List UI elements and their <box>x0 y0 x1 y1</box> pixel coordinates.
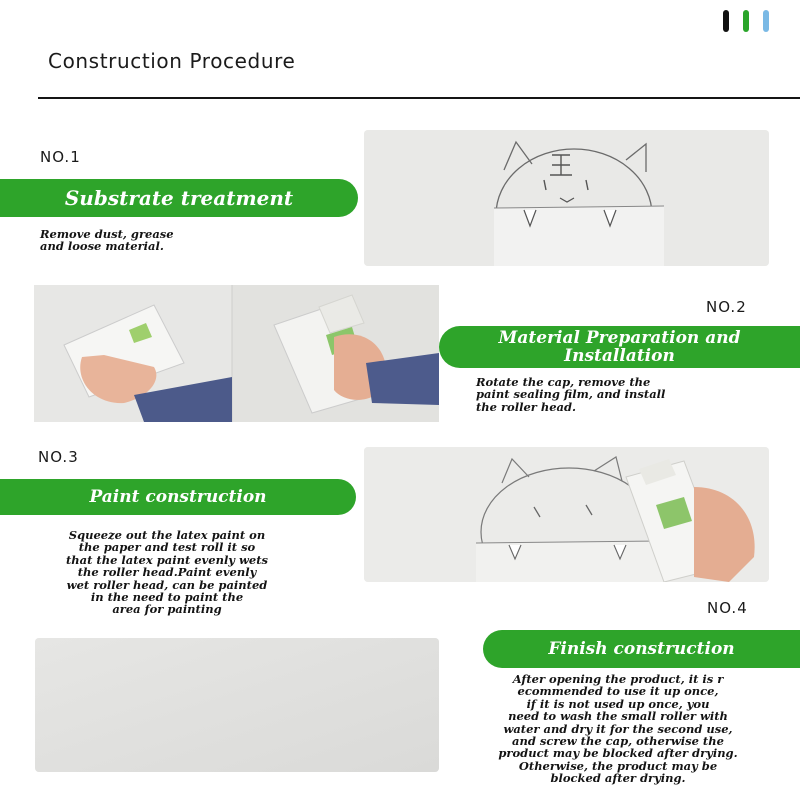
title-divider <box>38 97 800 99</box>
step3-desc-line: in the need to paint the <box>90 590 244 605</box>
step4-desc-line: if it is not used up once, you <box>526 696 710 711</box>
step4-description <box>452 673 784 785</box>
step4-desc-line: Otherwise, the product may be <box>518 758 718 773</box>
brand-bar-black <box>723 10 729 32</box>
brand-bar-green <box>743 10 749 32</box>
step4-desc-line: need to wash the small roller with <box>508 709 728 724</box>
brand-bars <box>723 10 773 32</box>
step2-title-line: Installation <box>564 346 675 366</box>
step3-desc-line: Squeeze out the latex paint on <box>68 528 266 542</box>
step2-description <box>476 376 665 413</box>
step3-desc-line: the paper and test roll it so <box>78 540 256 555</box>
step4-title-pill <box>483 630 800 668</box>
step4-desc-line: water and dry it for the second use, <box>503 721 733 736</box>
step1-drawing-photo <box>364 130 769 266</box>
step2-title-line: Material Preparation and <box>498 328 741 348</box>
step3-title: Paint construction <box>89 487 267 507</box>
step2-desc-line: the roller head. <box>476 399 577 414</box>
step3-desc-line: the roller head.Paint evenly <box>77 565 257 580</box>
finished-wall-image <box>35 638 439 772</box>
step3-desc-line: that the latex paint evenly wets <box>65 552 268 567</box>
page-title: Construction Procedure <box>48 49 296 73</box>
step4-desc-line: ecommended to use it up once, <box>517 684 719 699</box>
step4-result-photo <box>35 638 439 772</box>
step4-number: NO.4 <box>707 599 748 617</box>
brand-bar-blue <box>763 10 769 32</box>
paint-tubes-image <box>34 285 439 422</box>
step4-desc-line: and screw the cap, otherwise the <box>512 734 724 749</box>
step2-desc-line: Rotate the cap, remove the <box>476 375 651 389</box>
step1-number: NO.1 <box>40 148 81 166</box>
step3-rolling-photo <box>364 447 769 582</box>
step3-desc-line: area for painting <box>112 602 222 617</box>
step4-title: Finish construction <box>548 639 735 659</box>
step1-title-pill <box>0 179 358 217</box>
step4-desc-line: blocked after drying. <box>550 771 686 786</box>
step4-desc-line: After opening the product, it is r <box>512 672 724 686</box>
step2-number: NO.2 <box>706 298 747 316</box>
step1-title: Substrate treatment <box>64 186 294 210</box>
step1-description <box>40 228 174 253</box>
step3-desc-line: wet roller head, can be painted <box>66 577 268 592</box>
step4-desc-line: product may be blocked after drying. <box>498 746 738 761</box>
step2-desc-line: paint sealing film, and install <box>476 387 666 402</box>
step1-desc-line: and loose material. <box>40 239 164 254</box>
step1-desc-line: Remove dust, grease <box>40 227 174 241</box>
cat-sketch-image <box>364 130 769 266</box>
step3-number: NO.3 <box>38 448 79 466</box>
step3-title-pill <box>0 479 356 515</box>
rolling-paint-image <box>364 447 769 582</box>
step2-tubes-photo <box>34 285 439 422</box>
step2-title-pill <box>439 326 800 368</box>
step3-description <box>38 529 296 616</box>
